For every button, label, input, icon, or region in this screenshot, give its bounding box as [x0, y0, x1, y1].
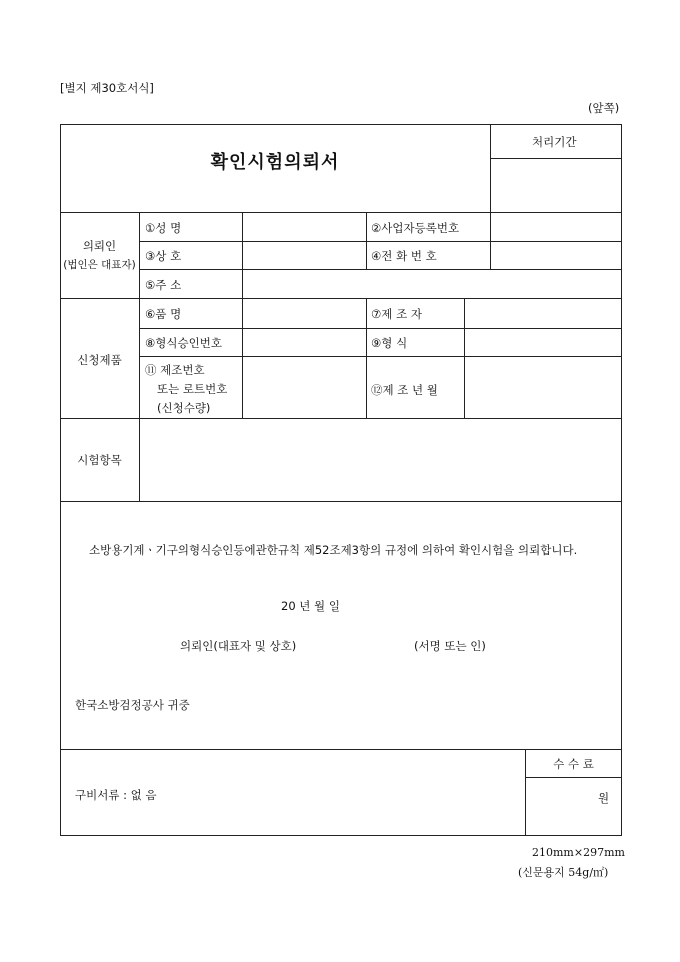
- paper-size: 210mm×297mm: [532, 846, 625, 859]
- requester-name-label: ①성 명: [145, 221, 182, 235]
- form-number: [별지 제30호서식]: [60, 81, 154, 95]
- test-items-label: 시험항목: [77, 453, 122, 467]
- fee-unit: 원: [598, 791, 610, 805]
- lot-number-label: 또는 로트번호: [157, 382, 228, 396]
- divider: [490, 212, 491, 269]
- quantity-label: (신청수량): [157, 401, 211, 415]
- requester-section-label: 의뢰인: [82, 239, 117, 253]
- manufacturer-label: ⑦제 조 자: [371, 307, 422, 321]
- addressee: 한국소방검정공사 귀중: [75, 698, 190, 712]
- divider: [60, 298, 622, 299]
- divider: [366, 298, 367, 418]
- divider: [242, 212, 243, 269]
- divider: [60, 418, 622, 419]
- item-name-label: ⑥품 명: [145, 307, 182, 321]
- phone-label: ④전 화 번 호: [371, 249, 437, 263]
- model-label: ⑨형 식: [371, 336, 408, 350]
- form-title: 확인시험의뢰서: [210, 152, 340, 173]
- fee-label: 수 수 료: [553, 757, 594, 771]
- page-side-label: (앞쪽): [588, 101, 620, 115]
- divider: [139, 212, 140, 501]
- divider: [139, 356, 622, 357]
- divider: [139, 241, 622, 242]
- divider: [139, 328, 622, 329]
- divider: [490, 124, 491, 212]
- manufacture-date-label: ⑫제 조 년 월: [371, 383, 438, 397]
- divider: [366, 212, 367, 269]
- divider: [464, 298, 465, 418]
- signature-note: (서명 또는 인): [414, 639, 486, 653]
- divider: [60, 501, 622, 502]
- divider: [525, 777, 622, 778]
- divider: [60, 212, 622, 213]
- serial-number-label: ⑪ 제조번호: [145, 363, 205, 377]
- request-statement: 소방용기계ㆍ기구의형식승인등에관한규칙 제52조제3항의 규정에 의하여 확인시험을 의뢰합니다.: [89, 543, 578, 557]
- processing-period-label: 처리기간: [532, 135, 577, 149]
- type-approval-number-label: ⑧형식승인번호: [145, 336, 222, 350]
- address-label: ⑤주 소: [145, 278, 182, 292]
- required-documents: 구비서류 : 없 음: [75, 788, 157, 802]
- date-line: 20 년 월 일: [281, 599, 340, 613]
- business-number-label: ②사업자등록번호: [371, 221, 460, 235]
- product-section-label: 신청제품: [77, 353, 122, 367]
- divider: [242, 298, 243, 418]
- requester-signature-label: 의뢰인(대표자 및 상호): [180, 639, 297, 653]
- divider: [242, 269, 243, 298]
- trade-name-label: ③상 호: [145, 249, 182, 263]
- paper-type: (신문용지 54g/㎡): [518, 866, 609, 879]
- divider: [139, 269, 622, 270]
- divider: [490, 158, 622, 159]
- divider: [60, 749, 622, 750]
- requester-section-note: (법인은 대표자): [63, 259, 136, 271]
